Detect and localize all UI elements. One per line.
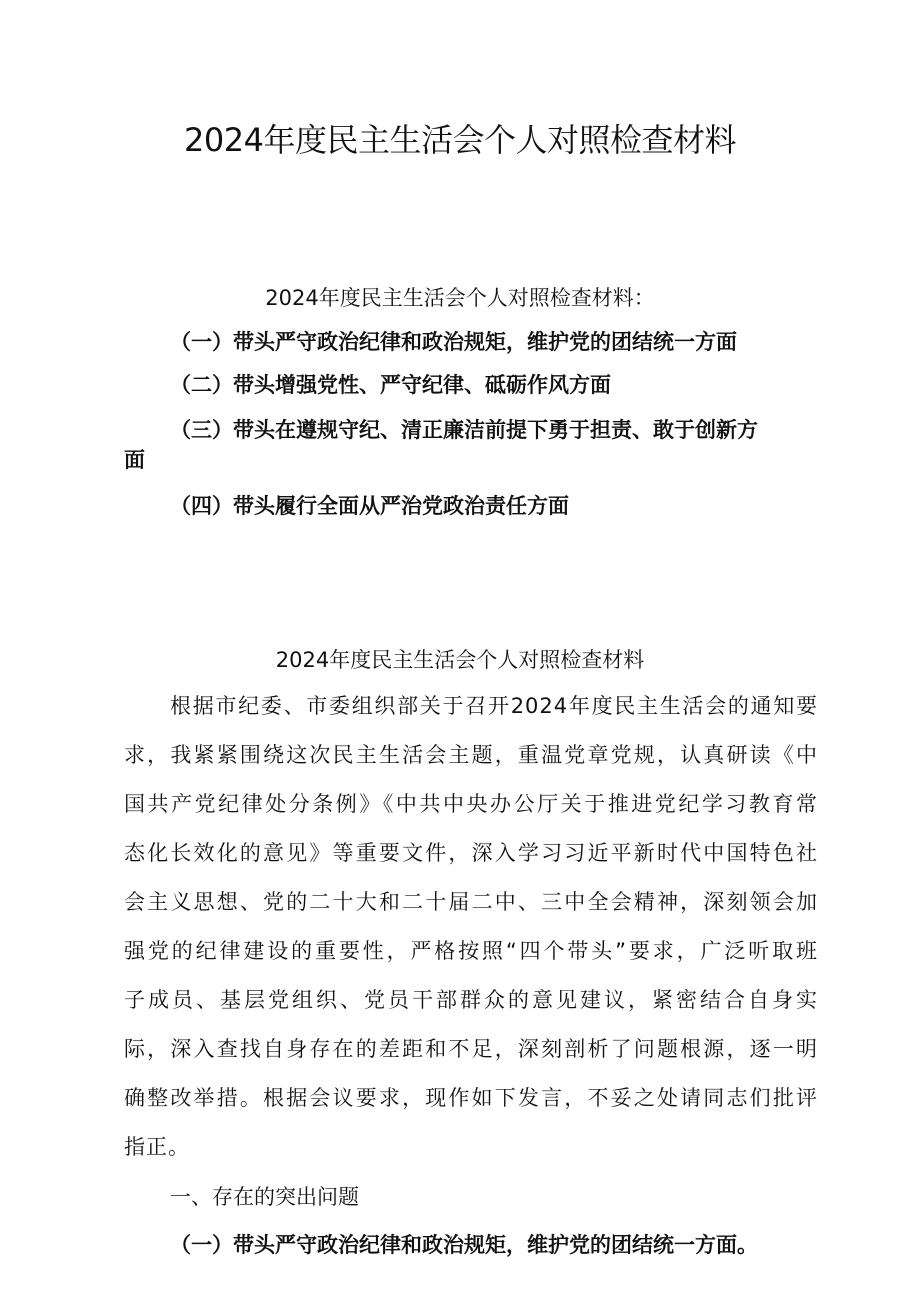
paragraph-line: 会主义思想、党的二十大和二十届二中、三中全会精神，深刻领会加 <box>124 890 818 914</box>
section-heading: 一、存在的突出问题 <box>170 1185 359 1209</box>
toc-item-3-continued: 面 <box>124 448 145 472</box>
paragraph-line: 子成员、基层党组织、党员干部群众的意见建议，紧密结合自身实 <box>124 988 818 1012</box>
body-heading: 2024年度民主生活会个人对照检查材料 <box>275 648 645 672</box>
paragraph-line: 际，深入查找自身存在的差距和不足，深刻剖析了问题根源，逐一明 <box>124 1037 818 1061</box>
document-title: 2024年度民主生活会个人对照检查材料 <box>184 121 736 159</box>
paragraph-line: 态化长效化的意见》等重要文件，深入学习习近平新时代中国特色社 <box>124 841 818 865</box>
toc-item-2: （二）带头增强党性、严守纪律、砥砺作风方面 <box>170 373 611 397</box>
toc-item-1: （一）带头严守政治纪律和政治规矩，维护党的团结统一方面 <box>170 330 737 354</box>
paragraph-line: 指正。 <box>124 1135 190 1159</box>
paragraph-line: 强党的纪律建设的重要性，严格按照“四个带头”要求，广泛听取班 <box>124 939 818 963</box>
paragraph-line: 根据市纪委、市委组织部关于召开2024年度民主生活会的通知要 <box>170 694 818 718</box>
subsection-heading: （一）带头严守政治纪律和政治规矩，维护党的团结统一方面。 <box>170 1233 758 1257</box>
paragraph-line: 国共产党纪律处分条例》《中共中央办公厅关于推进党纪学习教育常 <box>124 792 818 816</box>
paragraph-line: 求，我紧紧围绕这次民主生活会主题，重温党章党规，认真研读《中 <box>124 743 818 767</box>
toc-heading: 2024年度民主生活会个人对照检查材料： <box>265 286 655 310</box>
toc-item-3: （三）带头在遵规守纪、清正廉洁前提下勇于担责、敢于创新方 <box>170 418 758 442</box>
paragraph-line: 确整改举措。根据会议要求，现作如下发言，不妥之处请同志们批评 <box>124 1086 818 1110</box>
toc-item-4: （四）带头履行全面从严治党政治责任方面 <box>170 494 569 518</box>
